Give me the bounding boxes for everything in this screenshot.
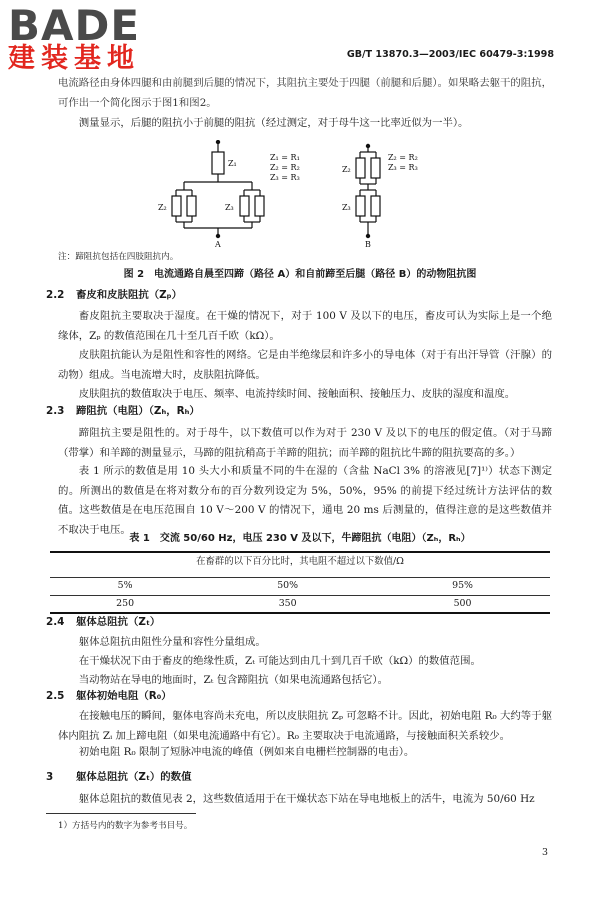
table-header: 在畜群的以下百分比时，其电阻不超过以下数值/Ω [50, 552, 550, 571]
section-3-heading [46, 772, 191, 782]
circuit-a-z2-label: Z₂ [158, 203, 167, 212]
table-cell: 50% [200, 577, 375, 595]
circuit-b-eq1: Z₂ = R₂ [388, 153, 418, 162]
circuit-a-eq2: Z₂ = R₂ [270, 163, 300, 172]
circuit-a-label: A [215, 240, 221, 249]
circuit-a-z1-label: Z₁ [228, 159, 237, 168]
section-number: 2.2 [46, 289, 65, 301]
circuit-b-z3-label: Z₃ [342, 203, 351, 212]
section-title: 躯体总阻抗（Zₜ） [76, 616, 161, 628]
section-title: 蹄阻抗（电阻）（Zₕ，Rₕ） [76, 405, 200, 417]
circuit-a-resistor-z3a [240, 196, 249, 216]
table-cell: 5% [50, 577, 200, 595]
circuit-a-eq3: Z₃ = R₃ [270, 173, 300, 182]
figure-note: 注：蹄阻抗包括在四肢阻抗内。 [58, 252, 179, 262]
circuit-diagrams [150, 140, 470, 260]
circuit-b-resistor-z2b [371, 158, 380, 178]
section-2-4-paragraph-3: 当动物站在导电的地面时，Zₜ 包含蹄阻抗（如果电流通路包括它）。 [78, 674, 389, 686]
footnote-divider [46, 813, 196, 814]
section-2-5-paragraph-2: 初始电阻 R₀ 限制了短脉冲电流的峰值（例如来自电栅栏控制器的电击）。 [78, 746, 415, 758]
section-2-5-heading [46, 691, 172, 701]
circuit-b-z2-label: Z₂ [342, 165, 351, 174]
section-2-4-heading [46, 617, 160, 627]
publisher-logo [8, 1, 158, 74]
section-2-3-heading [46, 406, 200, 416]
section-2-2-heading [46, 290, 182, 300]
section-2-2-paragraph-2: 皮肤阻抗能认为是阻性和容性的网络。它是由半绝缘层和许多小的导电体（对于有出汗导管（汗腺）的动物）组成。当电流增大时，皮肤阻抗降低。 [58, 349, 552, 381]
circuit-a-resistor-z2a [172, 196, 181, 216]
section-2-4-paragraph-2: 在干燥状况下由于畜皮的绝缘性质，Zₜ 可能达到由几十到几百千欧（kΩ）的数值范围。 [78, 655, 481, 667]
table-row-values [50, 595, 550, 613]
table-cell: 350 [200, 595, 375, 613]
circuit-a-resistor-z1 [212, 152, 224, 174]
circuit-a-resistor-z3b [255, 196, 264, 216]
section-2-2-paragraph-1: 畜皮阻抗主要取决于湿度。在干燥的情况下，对于 100 V 及以下的电压，畜皮可认为实际上是一个绝缘体，Zₚ 的数值范围在几十至几百千欧（kΩ）。 [58, 310, 552, 342]
section-number: 2.5 [46, 690, 65, 702]
table-1-caption: 表 1 交流 50/60 Hz，电压 230 V 及以下，牛蹄阻抗（电阻）（Zₕ，Rₕ） [129, 533, 471, 544]
logo-subtitle: 建装基地 [8, 43, 140, 74]
circuit-b-resistor-z3b [371, 196, 380, 216]
section-number: 3 [46, 771, 54, 783]
circuit-a-eq1: Z₁ = R₁ [270, 153, 300, 162]
circuit-a-resistor-z2b [187, 196, 196, 216]
figure-caption: 图 2 电流通路自晨至四蹄（路径 A）和自前蹄至后腿（路径 B）的动物阻抗图 [123, 269, 477, 280]
section-2-4-paragraph-1: 躯体总阻抗由阻性分量和容性分量组成。 [78, 636, 266, 648]
circuit-b-resistor-z3a [356, 196, 365, 216]
section-3-paragraph-1: 躯体总阻抗的数值见表 2，这些数值适用于在干燥状态下站在导电地板上的活牛，电流为 50/60 Hz [78, 793, 535, 805]
table-1 [50, 551, 550, 614]
section-number: 2.4 [46, 616, 65, 628]
circuit-a-z3-label: Z₃ [225, 203, 234, 212]
footnote: 1）方括号内的数字为参考书目号。 [58, 821, 193, 831]
section-title: 躯体初始电阻（R₀） [76, 690, 172, 702]
circuit-b-eq2: Z₃ = R₃ [388, 163, 418, 172]
circuit-b-resistor-z2a [356, 158, 365, 178]
section-title: 躯体总阻抗（Zₜ）的数值 [76, 771, 192, 783]
section-2-3-paragraph-2: 表 1 所示的数值是用 10 头大小和质量不同的牛在湿的（含盐 NaCl 3% 的溶液见[7]¹⁾）状态下测定的。所测出的数值是在将对数分布的百分数列设定为 5%，50%，95% 的前提下经过统计方法评估的数值。这些数值是在电压范围自 10 V～200 V 的情况下，通电 20 ms 后测量的，值得注意的是这些数值并不取决于电压。 [58, 465, 552, 536]
section-title: 畜皮和皮肤阻抗（Zₚ） [76, 289, 183, 301]
intro-paragraph-1: 电流路径由身体四腿和由前腿到后腿的情况下，其阻抗主要处于四腿（前腿和后腿）。如果略去躯干的阻抗，可作出一个简化图示于图1和图2。 [58, 77, 552, 109]
page-number: 3 [542, 847, 548, 858]
logo-wordmark: BADE [8, 1, 141, 50]
table-cell: 500 [375, 595, 550, 613]
standard-number: GB/T 13870.3—2003/IEC 60479-3:1998 [346, 49, 554, 60]
intro-paragraph-2: 测量显示，后腿的阻抗小于前腿的阻抗（经过测定，对于母牛这一比率近似为一半）。 [78, 117, 469, 129]
section-2-2-paragraph-3: 皮肤阻抗的数值取决于电压、频率、电流持续时间、接触面积、接触压力、皮肤的湿度和温度。 [78, 388, 516, 400]
circuit-b-label: B [365, 240, 371, 249]
section-2-3-paragraph-1: 蹄阻抗主要是阻性的。对于母牛，以下数值可以作为对于 230 V 及以下的电压的假定值。（对于马蹄（带掌）和羊蹄的测量显示，马蹄的阻抗稍高于羊蹄的阻抗；而羊蹄的阻抗比牛蹄的阻抗要高的多。） [58, 427, 552, 459]
circuit-a-top-node [216, 140, 219, 143]
section-number: 2.3 [46, 405, 65, 417]
section-2-5-paragraph-1: 在接触电压的瞬间，躯体电容尚未充电，所以皮肤阻抗 Zₚ 可忽略不计。因此，初始电阻 R₀ 大约等于躯体内阻抗 Zᵢ 加上蹄电阻（如果电流通路中有它）。R₀ 主要取决于电流通路，与接触面积关系较少。 [58, 710, 552, 742]
table-cell: 95% [375, 577, 550, 595]
table-cell: 250 [50, 595, 200, 613]
figure-impedance-diagram [150, 140, 470, 260]
table-row-percentiles [50, 577, 550, 595]
